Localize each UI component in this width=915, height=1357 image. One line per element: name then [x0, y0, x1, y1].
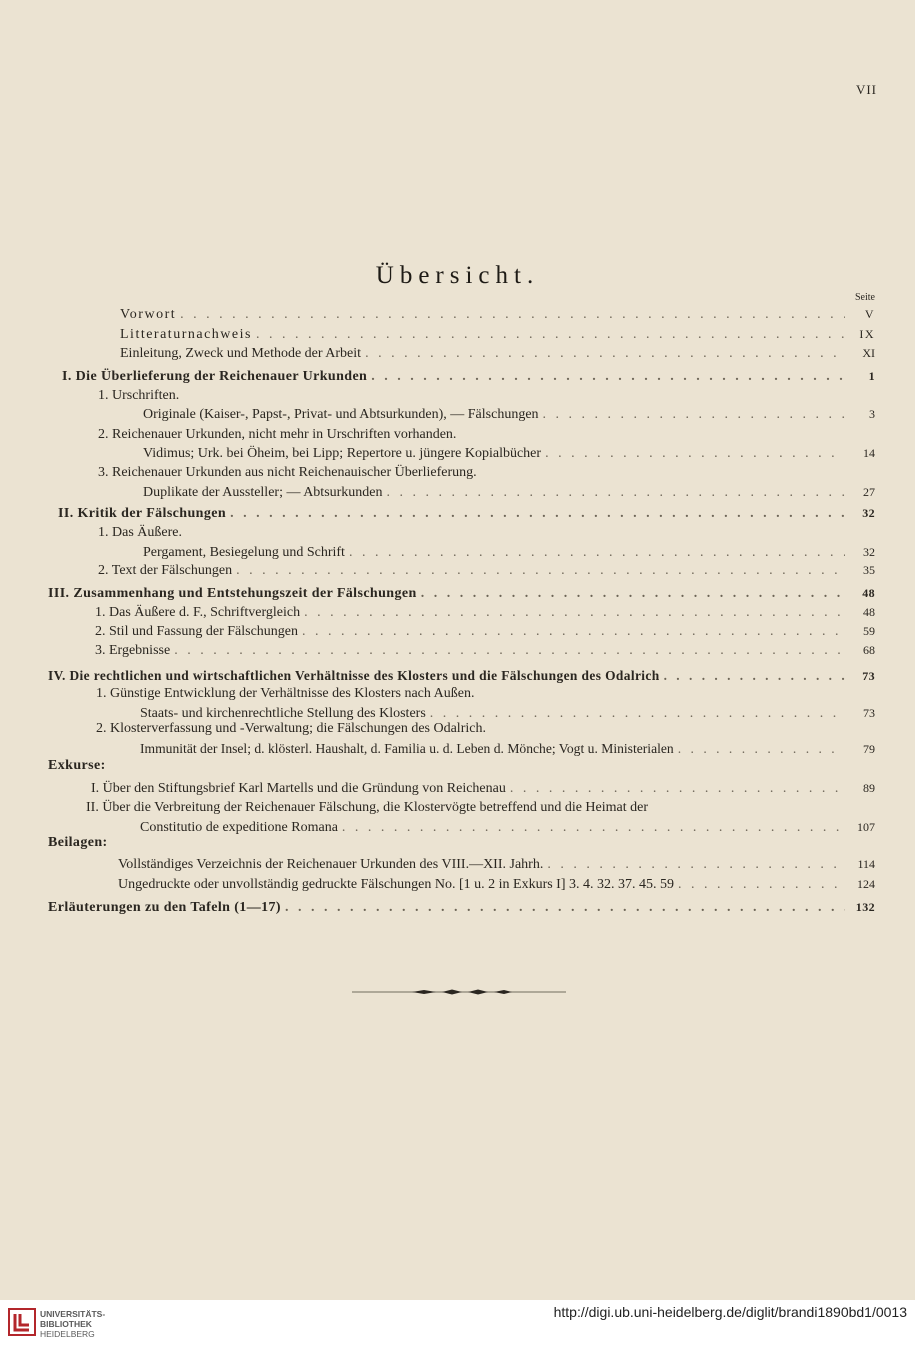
toc-entry-page: 48 [863, 605, 875, 619]
toc-row [120, 327, 875, 345]
ornament-divider [352, 988, 566, 996]
toc-entry-text: Staats- und kirchenrechtliche Stellung des Klosters [140, 706, 426, 721]
toc-entry-text: Constitutio de expeditione Romana [140, 820, 338, 835]
toc-entry-page: 73 [863, 706, 875, 720]
toc-chapter-title: IV. Die rechtlichen und wirtschaftlichen Verhältnisse des Klosters und die Fälschungen des Odalrich [48, 668, 660, 683]
toc-entry-page: 124 [857, 877, 875, 891]
toc-entry-page: 48 [862, 586, 875, 600]
toc-entry-page: 73 [862, 669, 875, 683]
toc-row [118, 877, 875, 895]
toc-entry-page: 1 [868, 369, 875, 383]
toc-entry-text: Pergament, Besiegelung und Schrift [143, 545, 345, 560]
toc-entry-text: Vorwort [120, 307, 177, 322]
toc-row [143, 545, 875, 563]
toc-subheading: 1. Günstige Entwicklung der Verhältnisse des Klosters nach Außen. [96, 686, 475, 701]
toc-row [48, 586, 875, 604]
toc-entry-text: Litteraturnachweis [120, 327, 252, 342]
toc-row [140, 741, 875, 759]
toc-entry-page: 35 [863, 563, 875, 577]
toc-entry-page: 14 [863, 446, 875, 460]
toc-entry-text: 2. Text der Fälschungen [98, 563, 233, 578]
toc-chapter-title: Erläuterungen zu den Tafeln (1—17) [48, 900, 281, 915]
toc-row [95, 624, 875, 642]
toc-entry-page: 68 [863, 643, 875, 657]
toc-entry-page: XI [862, 346, 875, 360]
toc-row [48, 668, 875, 686]
toc-entry-page: 89 [863, 781, 875, 795]
toc-row [143, 485, 875, 503]
toc-chapter-title: I. Die Überlieferung der Reichenauer Urkunden [62, 369, 368, 384]
toc-row [98, 563, 875, 581]
toc-entry-page: V [864, 307, 875, 321]
toc-entry-text: Vollständiges Verzeichnis der Reichenauer Urkunden des VIII.—XII. Jahrh. [118, 857, 544, 872]
toc-entry-text: Einleitung, Zweck und Methode der Arbeit [120, 346, 362, 361]
toc-row [58, 506, 875, 524]
toc-subheading: 1. Das Äußere. [98, 525, 182, 540]
toc-entry-page: 114 [857, 857, 875, 871]
toc-row [91, 781, 875, 799]
page-number: VII [855, 82, 877, 97]
seite-column-label: Seite [855, 292, 875, 303]
toc-entry-page: 59 [863, 624, 875, 638]
toc-entry-text: 3. Ergebnisse [95, 643, 171, 658]
toc-row [118, 857, 875, 875]
toc-entry-page: 32 [862, 506, 875, 520]
toc-entry-text: Ungedruckte oder unvollständig gedruckte Fälschungen No. [1 u. 2 in Exkurs I] 3. 4. 32. 37. 45. 59 [118, 877, 675, 892]
toc-subheading: II. Über die Verbreitung der Reichenauer Fälschung, die Klostervögte betreffend und die Heimat der [86, 800, 649, 815]
toc-row [95, 605, 875, 623]
toc-row [143, 407, 875, 425]
toc-chapter-title: III. Zusammenhang und Entstehungszeit der Fälschungen [48, 586, 417, 601]
toc-entry-text: Vidimus; Urk. bei Öheim, bei Lipp; Repertore u. jüngere Kopialbücher [143, 446, 542, 461]
toc-row [120, 307, 875, 325]
toc-entry-text: 1. Das Äußere d. F., Schriftvergleich [95, 605, 301, 620]
toc-entry-page: 132 [855, 900, 875, 914]
toc-entry-page: 3 [869, 407, 875, 421]
toc-entry-text: Duplikate der Aussteller; — Abtsurkunden [143, 485, 383, 500]
toc-entry-text: Originale (Kaiser-, Papst-, Privat- und Abtsurkunden), — Fälschungen [143, 407, 539, 422]
toc-entry-text: 2. Stil und Fassung der Fälschungen [95, 624, 298, 639]
source-url-link[interactable]: http://digi.ub.uni-heidelberg.de/diglit/brandi1890bd1/0013 [553, 1304, 907, 1320]
section-heading-exkurse: Exkurse: [48, 758, 106, 773]
toc-row [48, 900, 875, 918]
toc-subheading: 3. Reichenauer Urkunden aus nicht Reichenauischer Überlieferung. [98, 465, 477, 480]
toc-row [95, 643, 875, 661]
toc-entry-text: I. Über den Stiftungsbrief Karl Martells und die Gründung von Reichenau [91, 781, 506, 796]
toc-entry-page: IX [859, 327, 875, 341]
toc-row [140, 820, 875, 838]
toc-entry-page: 27 [863, 485, 875, 499]
toc-entry-page: 79 [863, 742, 875, 756]
library-logo-text: UNIVERSITÄTS- BIBLIOTHEK HEIDELBERG [40, 1309, 106, 1339]
toc-row [62, 369, 875, 387]
toc-entry-page: 107 [857, 820, 875, 834]
page-title: Übersicht. [375, 262, 540, 289]
toc-entry-text: Immunität der Insel; d. klösterl. Haushalt, d. Familia u. d. Leben d. Mönche; Vogt u. Ministerialen [140, 741, 674, 756]
toc-row [143, 446, 875, 464]
toc-entry-page: 32 [863, 545, 875, 559]
toc-subheading: 2. Klosterverfassung und -Verwaltung; die Fälschungen des Odalrich. [96, 721, 486, 736]
section-heading-beilagen: Beilagen: [48, 835, 108, 850]
toc-subheading: 1. Urschriften. [98, 388, 180, 403]
library-logo-icon [8, 1308, 36, 1336]
toc-subheading: 2. Reichenauer Urkunden, nicht mehr in Urschriften vorhanden. [98, 427, 457, 442]
toc-row [120, 346, 875, 364]
toc-chapter-title: II. Kritik der Fälschungen [58, 506, 227, 521]
